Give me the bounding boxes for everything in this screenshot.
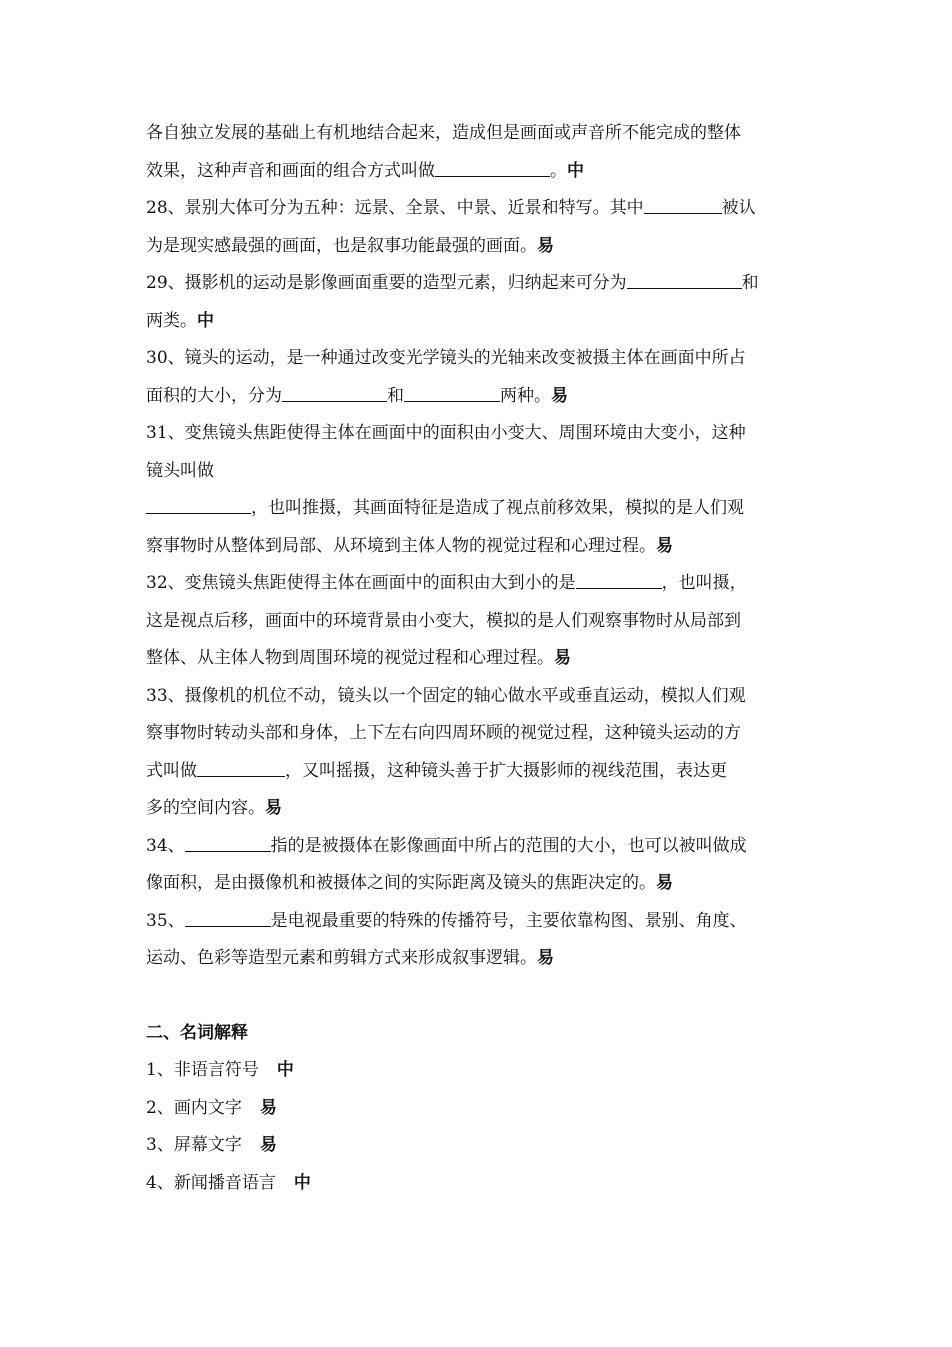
section-gap bbox=[146, 978, 812, 1015]
text-segment: 两类。 bbox=[146, 310, 197, 331]
text-segment: 31、变焦镜头焦距使得主体在画面中的面积由小变大、周围环境由大变小，这种 bbox=[146, 423, 746, 443]
text-segment: 多的空间内容。 bbox=[146, 798, 265, 818]
term-text: 3、屏幕文字 bbox=[146, 1135, 242, 1155]
text-line bbox=[146, 415, 812, 453]
difficulty-label: 中 bbox=[197, 310, 214, 331]
difficulty-label: 易 bbox=[265, 798, 282, 818]
text-segment: 34、 bbox=[146, 835, 185, 856]
text-segment: 察事物时从整体到局部、从环境到主体人物的视觉过程和心理过程。 bbox=[146, 535, 656, 556]
text-segment: 整体、从主体人物到周围环境的视觉过程和心理过程。 bbox=[146, 648, 554, 668]
text-line bbox=[146, 828, 812, 866]
text-line bbox=[146, 753, 812, 791]
text-segment: ，又叫摇摄，这种镜头善于扩大摄影师的视线范围，表达更 bbox=[285, 760, 727, 781]
text-line bbox=[146, 865, 812, 903]
text-line bbox=[146, 490, 812, 528]
text-segment: ，也叫推摄，其画面特征是造成了视点前移效果，模拟的是人们观 bbox=[251, 498, 744, 518]
fill-blank[interactable] bbox=[185, 904, 271, 927]
text-segment: 28、景别大体可分为五种：远景、全景、中景、近景和特写。其中 bbox=[146, 198, 644, 218]
text-segment: ，也叫摄， bbox=[661, 573, 747, 593]
text-line bbox=[146, 153, 812, 191]
text-segment: 各自独立发展的基础上有机地结合起来，造成但是画面或声音所不能完成的整体 bbox=[146, 123, 741, 143]
text-line bbox=[146, 640, 812, 678]
text-line bbox=[146, 678, 812, 716]
text-line bbox=[146, 528, 812, 566]
difficulty-label: 易 bbox=[537, 235, 554, 256]
difficulty-label: 中 bbox=[293, 1172, 311, 1193]
text-line bbox=[146, 340, 812, 378]
fill-blank[interactable] bbox=[404, 379, 500, 402]
difficulty-label: 易 bbox=[656, 535, 673, 556]
text-line bbox=[146, 903, 812, 941]
text-line bbox=[146, 115, 812, 153]
text-line bbox=[146, 378, 812, 416]
text-line bbox=[146, 228, 812, 266]
difficulty-label: 易 bbox=[551, 385, 568, 406]
term-text: 4、新闻播音语言 bbox=[146, 1172, 276, 1193]
difficulty-label: 易 bbox=[259, 1135, 277, 1155]
text-segment: 和 bbox=[741, 273, 759, 293]
text-segment: 运动、色彩等造型元素和剪辑方式来形成叙事逻辑。 bbox=[146, 948, 537, 968]
fill-blank[interactable] bbox=[146, 491, 251, 514]
text-segment: 32、变焦镜头焦距使得主体在画面中的面积由大到小的是 bbox=[146, 573, 576, 593]
text-segment: 是电视最重要的特殊的传播符号，主要依靠构图、景别、角度、 bbox=[270, 910, 747, 931]
term-item bbox=[146, 1090, 812, 1128]
text-segment: 察事物时转动头部和身体，上下左右向四周环顾的视觉过程，这种镜头运动的方 bbox=[146, 723, 741, 743]
text-segment: 33、摄像机的机位不动，镜头以一个固定的轴心做水平或垂直运动，模拟人们观 bbox=[146, 685, 746, 706]
text-segment: 面积的大小，分为 bbox=[146, 385, 282, 406]
text-segment: 镜头叫做 bbox=[146, 460, 214, 481]
difficulty-label: 中 bbox=[276, 1060, 294, 1080]
difficulty-label: 易 bbox=[656, 873, 673, 893]
text-segment: 。 bbox=[550, 160, 567, 181]
term-item bbox=[146, 1052, 812, 1090]
difficulty-label: 易 bbox=[554, 648, 571, 668]
text-segment: 为是现实感最强的画面，也是叙事功能最强的画面。 bbox=[146, 235, 537, 256]
section-title: 二、名词解释 bbox=[146, 1022, 248, 1043]
text-line bbox=[146, 303, 812, 341]
text-segment: 35、 bbox=[146, 910, 185, 931]
text-segment: 两种。 bbox=[500, 385, 551, 406]
term-text: 2、画内文字 bbox=[146, 1097, 242, 1118]
term-item bbox=[146, 1165, 812, 1203]
fill-blank[interactable] bbox=[435, 154, 550, 177]
fill-blank[interactable] bbox=[282, 379, 387, 402]
text-segment: 效果，这种声音和画面的组合方式叫做 bbox=[146, 160, 435, 181]
fill-blank[interactable] bbox=[576, 566, 662, 589]
text-segment: 指的是被摄体在影像画面中所占的范围的大小，也可以被叫做成 bbox=[270, 835, 747, 856]
text-segment: 被认 bbox=[721, 198, 756, 218]
text-segment: 和 bbox=[387, 385, 404, 406]
difficulty-label: 易 bbox=[537, 948, 554, 968]
text-line bbox=[146, 715, 812, 753]
text-line bbox=[146, 940, 812, 978]
difficulty-label: 中 bbox=[567, 160, 584, 181]
text-line bbox=[146, 565, 812, 603]
term-item bbox=[146, 1127, 812, 1165]
fill-blank[interactable] bbox=[644, 191, 722, 214]
text-line bbox=[146, 190, 812, 228]
text-line bbox=[146, 453, 812, 491]
text-segment: 29、摄影机的运动是影像画面重要的造型元素，归纳起来可分为 bbox=[146, 273, 627, 293]
difficulty-label: 易 bbox=[259, 1097, 277, 1118]
text-segment: 式叫做 bbox=[146, 760, 197, 781]
text-line bbox=[146, 603, 812, 641]
fill-blank[interactable] bbox=[185, 829, 271, 852]
fill-blank[interactable] bbox=[197, 754, 285, 777]
term-text: 1、非语言符号 bbox=[146, 1060, 259, 1080]
text-line bbox=[146, 265, 812, 303]
text-segment: 像面积，是由摄像机和被摄体之间的实际距离及镜头的焦距决定的。 bbox=[146, 873, 656, 893]
fill-blank[interactable] bbox=[627, 266, 742, 289]
text-line bbox=[146, 790, 812, 828]
text-segment: 这是视点后移，画面中的环境背景由小变大，模拟的是人们观察事物时从局部到 bbox=[146, 610, 741, 631]
text-segment: 30、镜头的运动，是一种通过改变光学镜头的光轴来改变被摄主体在画面中所占 bbox=[146, 348, 746, 368]
